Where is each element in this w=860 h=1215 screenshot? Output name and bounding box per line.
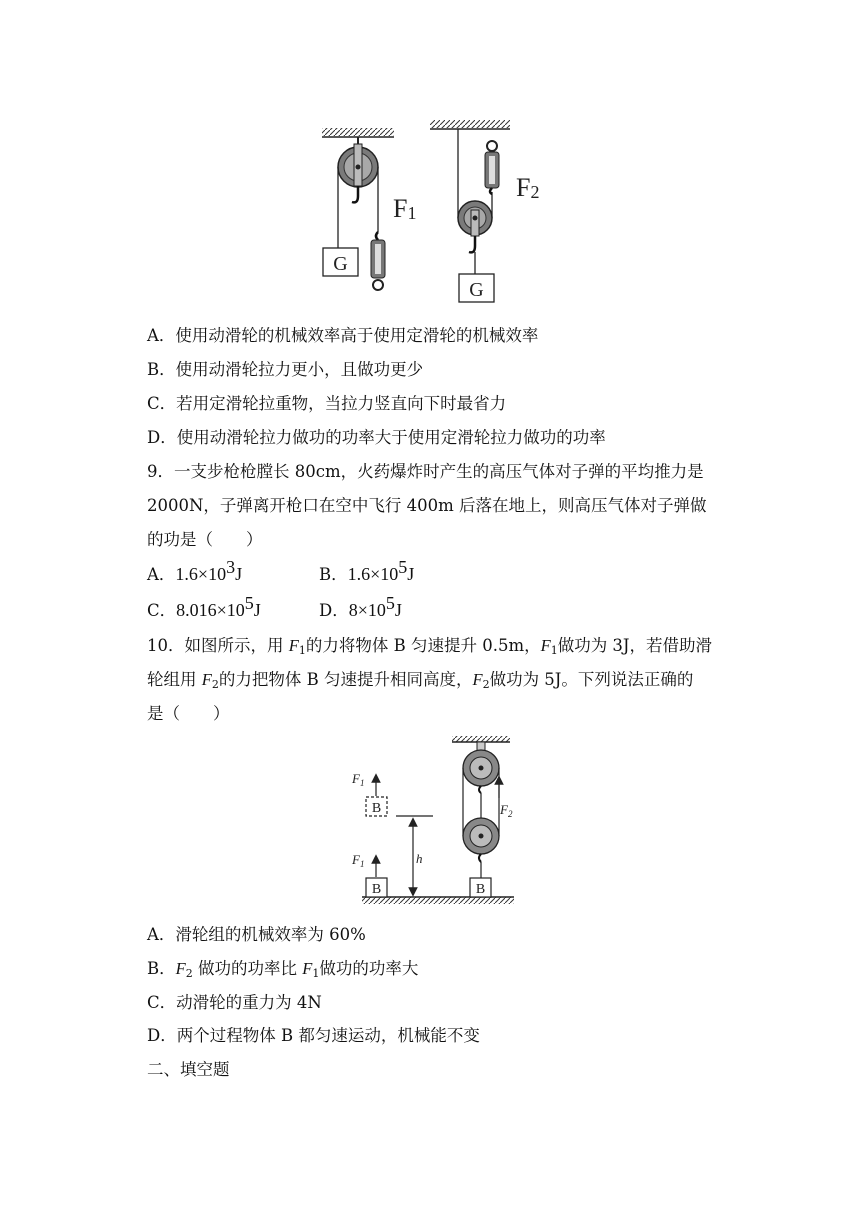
q9-option-c: C．$8.016\times 10^5J$ <box>147 593 261 620</box>
box-label-raised: B <box>371 801 382 816</box>
q8-option-d: D．使用动滑轮拉力做功的功率大于使用定滑轮拉力做功的功率 <box>147 428 606 447</box>
q10-stem-line3: 是（ ） <box>147 704 230 723</box>
q9-option-a: A．$1.6\times 10^3J$ <box>147 557 243 584</box>
force-f2: $F_2$ <box>500 802 513 819</box>
section-heading: 二、填空题 <box>147 1060 230 1079</box>
height-label: h <box>416 851 423 866</box>
q8-option-a: A．使用动滑轮的机械效率高于使用定滑轮的机械效率 <box>147 326 539 345</box>
ceiling-left <box>322 128 394 136</box>
f1-label: F1 <box>393 194 417 223</box>
ground <box>362 897 514 904</box>
q9-stem-line3: 的功是（ ） <box>147 530 263 549</box>
movable-pulley <box>458 201 492 252</box>
q10-option-d: D．两个过程物体 B 都匀速运动，机械能不变 <box>147 1026 480 1045</box>
q9-stem-line2: 2000N，子弹离开枪口在空中飞行 400m 后落在地上，则高压气体对子弹做 <box>147 496 707 515</box>
ceiling-right <box>430 120 510 128</box>
force-f1-top: $F_1$ <box>352 771 365 788</box>
q10-option-c: C．动滑轮的重力为 4N <box>147 993 322 1012</box>
box-label-right: B <box>475 882 486 897</box>
ceiling <box>452 736 510 742</box>
box-label-left: B <box>371 882 382 897</box>
figure-pulleys-fixed-movable <box>0 0 860 320</box>
q9-option-d: D．$8\times 10^5J$ <box>319 593 402 620</box>
q9-option-b: B．$1.6\times 10^5J$ <box>319 557 415 584</box>
weight-label-left: G <box>333 253 348 275</box>
figure-pulley-block <box>0 728 860 918</box>
f2-label: F2 <box>516 173 540 202</box>
q8-option-b: B．使用动滑轮拉力更小，且做功更少 <box>147 360 424 379</box>
q9-stem-line1: 9．一支步枪枪膛长 80cm，火药爆炸时产生的高压气体对子弹的平均推力是 <box>147 462 704 481</box>
weight-label-right: G <box>469 279 484 301</box>
q8-option-c: C．若用定滑轮拉重物，当拉力竖直向下时最省力 <box>147 394 507 413</box>
q10-stem-line1: 10．如图所示，用 $F_1$的力将物体 B 匀速提升 0.5m，$F_1$做功为 3J，若借助滑 <box>147 636 713 657</box>
q10-option-a: A．滑轮组的机械效率为 60% <box>147 925 366 944</box>
fixed-pulley <box>338 137 378 202</box>
spring-scale-left <box>371 232 385 290</box>
q10-option-b: B．$F_2$ 做功的功率比 $F_1$做功的功率大 <box>147 959 419 980</box>
force-f1-bottom: $F_1$ <box>352 852 365 869</box>
spring-scale-right <box>485 141 499 194</box>
pulley-block <box>463 742 499 878</box>
q10-stem-line2: 轮组用 $F_2$的力把物体 B 匀速提升相同高度，$F_2$做功为 5J。下列说法正确的 <box>147 670 694 691</box>
